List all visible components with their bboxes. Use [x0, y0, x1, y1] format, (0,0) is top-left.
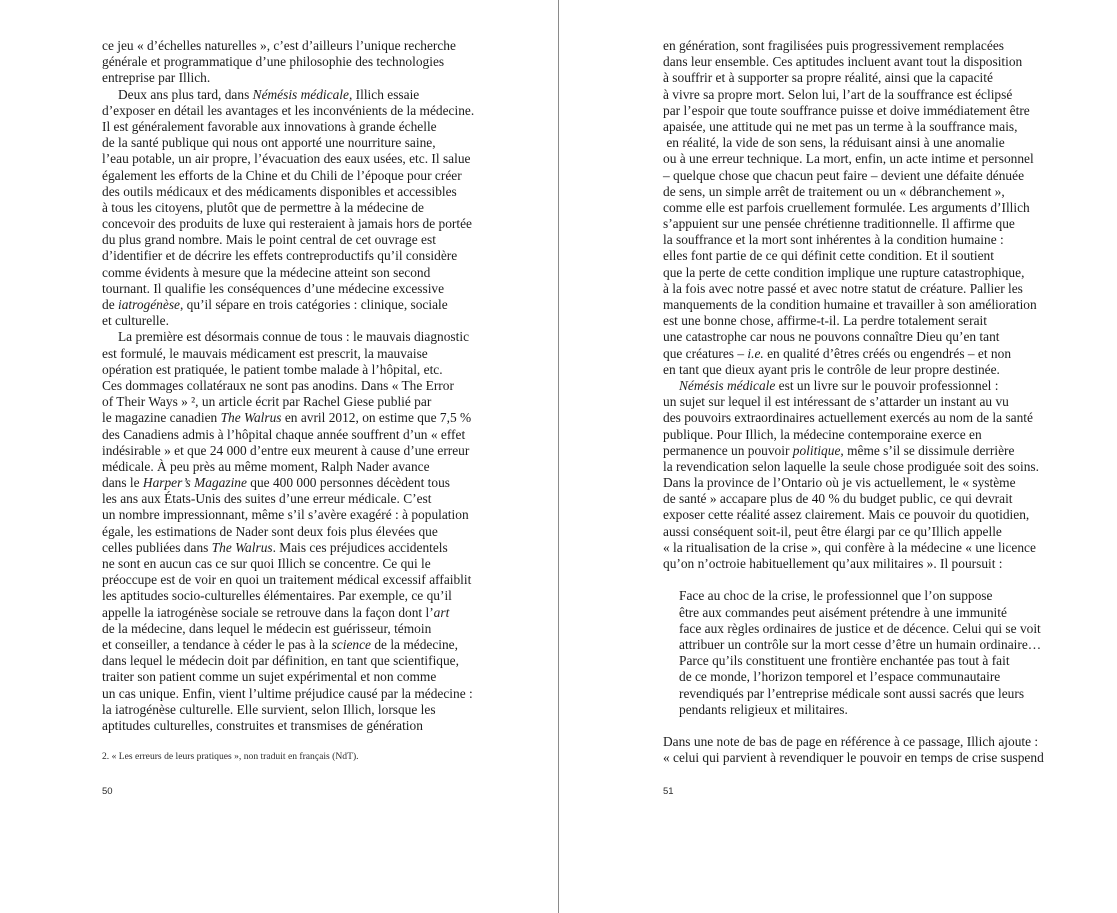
- text-line: entreprise par Illich.: [102, 70, 211, 86]
- page-number-right: 51: [663, 786, 674, 797]
- text-line: les ans aux États-Unis des suites d’une erreur médicale. C’est: [102, 491, 432, 507]
- text-line: de la médecine, dans lequel le médecin est guérisseur, témoin: [102, 620, 432, 636]
- quote-line: Parce qu’ils constituent une frontière enchantée pas tout à fait: [679, 653, 1010, 669]
- block-quote: [663, 588, 1083, 718]
- footnote: 2. « Les erreurs de leurs pratiques », non traduit en français (NdT).: [102, 751, 359, 762]
- text-line: en génération, sont fragilisées puis progressivement remplacées: [663, 38, 1004, 53]
- text-line: indésirable » et que 24 000 d’entre eux meurent à cause d’une erreur: [102, 442, 470, 458]
- text-line: que créatures – i.e. en qualité d’êtres créés ou engendrés – et non: [663, 345, 1012, 361]
- text-line: dans leur ensemble. Ces aptitudes incluent avant tout la disposition: [663, 54, 1023, 70]
- left-body-text: [102, 38, 522, 734]
- text-line: une catastrophe car nous ne pouvons connaître Dieu qu’en tant: [663, 329, 1000, 345]
- text-line: égale, les estimations de Nader sont deux fois plus élevées que: [102, 523, 438, 539]
- text-line: de santé » accapare plus de 40 % du budget public, ce qui devrait: [663, 491, 1013, 507]
- text-line: par l’espoir que toute souffrance puisse et doive immédiatement être: [663, 102, 1030, 118]
- quote-line: être aux commandes peut aisément prétendre à une immunité: [679, 604, 1007, 620]
- text-line: que la perte de cette condition implique une rupture catastrophique,: [663, 264, 1025, 280]
- quote-line: face aux règles ordinaires de justice et de décence. Celui qui se voit: [679, 620, 1041, 636]
- text-line: – quelque chose que chacun peut faire – devient une défaite dénuée: [663, 167, 1025, 183]
- text-line: d’exposer en détail les avantages et les inconvénients de la médecine.: [102, 102, 475, 118]
- text-line: la revendication selon laquelle la seule chose prodiguée soit des soins.: [663, 458, 1039, 474]
- text-line: générale et programmatique d’une philosophie des technologies: [102, 54, 445, 70]
- text-line: traiter son patient comme un sujet expérimental et non comme: [102, 669, 437, 685]
- text-line: appelle la iatrogénèse sociale se retrouve dans la façon dont l’art: [102, 604, 450, 620]
- text-line: « la ritualisation de la crise », qui confère à la médecine « une licence: [663, 539, 1036, 555]
- right-body-text: [663, 38, 1083, 766]
- text-line: de la santé publique qui nous ont apporté une nourriture saine,: [102, 135, 436, 151]
- text-line: à la fois avec notre passé et avec notre statut de créature. Pallier les: [663, 280, 1023, 296]
- text-line: également les efforts de la Chine et du Chili de l’époque pour créer: [102, 167, 462, 183]
- text-line: des outils médicaux et des médicaments disponibles et accessibles: [102, 183, 457, 199]
- text-line: d’identifier et de décrire les effets contreproductifs qu’il considère: [102, 248, 458, 264]
- text-line: Dans la province de l’Ontario où je vis actuellement, le « système: [663, 475, 1016, 491]
- text-line: of Their Ways » ², un article écrit par Rachel Giese publié par: [102, 394, 432, 410]
- paragraph-gap: [663, 572, 1083, 588]
- text-line: un nombre impressionnant, même s’il s’avère exagéré : à population: [102, 507, 469, 523]
- text-line: est une bonne chose, affirme-t-il. La perdre totalement serait: [663, 313, 987, 329]
- text-line: ne sont en aucun cas ce sur quoi Illich se concentre. Ce qui le: [102, 556, 431, 571]
- text-line: la iatrogénèse culturelle. Elle survient, selon Illich, lorsque les: [102, 701, 436, 717]
- text-line: Il est généralement favorable aux innovations à grande échelle: [102, 118, 437, 134]
- text-line: l’eau potable, un air propre, l’évacuation des eaux usées, etc. Il salue: [102, 151, 471, 167]
- text-line: à souffrir et à supporter sa propre réalité, ainsi que la capacité: [663, 70, 993, 86]
- text-line: celles publiées dans The Walrus. Mais ces préjudices accidentels: [102, 539, 448, 555]
- text-line: publique. Pour Illich, la médecine contemporaine exerce en: [663, 426, 982, 442]
- text-line: à tous les citoyens, plutôt que de permettre à la médecine de: [102, 199, 425, 215]
- text-line: qu’on n’octroie habituellement qu’aux militaires ». Il poursuit :: [663, 556, 1003, 571]
- text-line: le magazine canadien The Walrus en avril 2012, on estime que 7,5 %: [102, 410, 472, 426]
- quote-line: attribuer un contrôle sur la mort cesse d’être un humain ordinaire…: [679, 636, 1042, 652]
- page-number-left: 50: [102, 786, 113, 797]
- text-line: est formulé, le mauvais médicament est prescrit, la mauvaise: [102, 345, 428, 361]
- text-line: les aptitudes socio-culturelles élémentaires. Par exemple, ce qu’il: [102, 588, 452, 604]
- text-line: comme elle est parfois cruellement formulée. Les arguments d’Illich: [663, 199, 1030, 215]
- text-line: manquements de la condition humaine et travailler à son amélioration: [663, 297, 1037, 312]
- text-line: dans le Harper’s Magazine que 400 000 personnes décèdent tous: [102, 475, 450, 491]
- text-line: s’appuient sur une pensée chrétienne traditionnelle. Il affirme que: [663, 216, 1015, 232]
- text-line: médicale. À peu près au même moment, Ralph Nader avance: [102, 458, 430, 474]
- text-line: Dans une note de bas de page en référence à ce passage, Illich ajoute :: [663, 734, 1039, 750]
- text-line: en tant que dieux ayant pris le contrôle de leur propre destinée.: [663, 361, 1000, 377]
- text-line: permanence un pouvoir politique, même s’il se dissimule derrière: [663, 442, 1015, 458]
- text-line: et conseiller, a tendance à céder le pas à la science de la médecine,: [102, 636, 458, 652]
- text-line: apaisée, une attitude qui ne met pas un terme à la souffrance mais,: [663, 118, 1018, 134]
- text-line: des Canadiens admis à l’hôpital chaque année souffrent d’un « effet: [102, 426, 466, 442]
- text-line: de iatrogénèse, qu’il sépare en trois catégories : clinique, sociale: [102, 297, 448, 312]
- text-line: tournant. Il qualifie les conséquences d’une médecine excessive: [102, 280, 445, 296]
- text-line: concevoir des produits de luxe qui resteraient à jamais hors de portée: [102, 216, 472, 232]
- quote-line: de ce monde, l’horizon temporel et l’espace communautaire: [679, 669, 1001, 685]
- text-line: exposer cette réalité assez clairement. Mais ce pouvoir du quotidien,: [663, 507, 1030, 523]
- text-line: « celui qui parvient à revendiquer le pouvoir en temps de crise suspend: [663, 750, 1044, 766]
- right-page: [559, 0, 1117, 913]
- text-line: un sujet sur lequel il est intéressant de s’attarder un instant au vu: [663, 394, 1009, 410]
- text-line: et culturelle.: [102, 313, 169, 329]
- text-line: elles font partie de ce qui définit cette condition. Et il soutient: [663, 248, 994, 264]
- text-line: des pouvoirs extraordinaires actuellement exercés au nom de la santé: [663, 410, 1033, 426]
- text-line: ou à une erreur technique. La mort, enfin, un acte intime et personnel: [663, 151, 1034, 167]
- text-line: la souffrance et la mort sont inhérentes à la condition humaine :: [663, 232, 1004, 248]
- quote-line: pendants religieux et militaires.: [679, 701, 848, 717]
- text-line: aussi conséquent soit-il, peut être élargi par ce qu’Illich appelle: [663, 523, 1002, 539]
- text-line: comme évidents à mesure que la médecine atteint son second: [102, 264, 431, 280]
- paragraph-gap: [663, 718, 1083, 734]
- text-line: La première est désormais connue de tous : le mauvais diagnostic: [118, 329, 470, 345]
- text-line: Némésis médicale est un livre sur le pouvoir professionnel :: [679, 377, 999, 393]
- text-line: un cas unique. Enfin, vient l’ultime préjudice causé par la médecine :: [102, 685, 473, 701]
- quote-line: revendiqués par l’entreprise médicale sont aussi sacrés que leurs: [679, 685, 1025, 701]
- text-line: du plus grand nombre. Mais le point central de cet ouvrage est: [102, 232, 436, 248]
- text-line: Ces dommages collatéraux ne sont pas anodins. Dans « The Error: [102, 377, 454, 393]
- text-line: ce jeu « d’échelles naturelles », c’est d’ailleurs l’unique recherche: [102, 38, 456, 53]
- left-page: [0, 0, 558, 913]
- text-line: dans lequel le médecin doit par définition, en tant que scientifique,: [102, 653, 459, 669]
- text-line: aptitudes culturelles, construites et transmises de génération: [102, 717, 423, 733]
- text-line: en réalité, la vide de son sens, la réduisant ainsi à une anomalie: [663, 135, 1005, 151]
- text-line: Deux ans plus tard, dans Némésis médicale, Illich essaie: [118, 86, 420, 102]
- text-line: de sens, un simple arrêt de traitement ou un « débranchement »,: [663, 183, 1005, 199]
- quote-line: Face au choc de la crise, le professionnel que l’on suppose: [679, 588, 993, 604]
- text-line: préoccupe est de voir en quoi un traitement médical excessif affaiblit: [102, 572, 472, 588]
- text-line: à vivre sa propre mort. Selon lui, l’art de la souffrance est éclipsé: [663, 86, 1013, 102]
- text-line: opération est pratiquée, le patient tombe malade à l’hôpital, etc.: [102, 361, 443, 377]
